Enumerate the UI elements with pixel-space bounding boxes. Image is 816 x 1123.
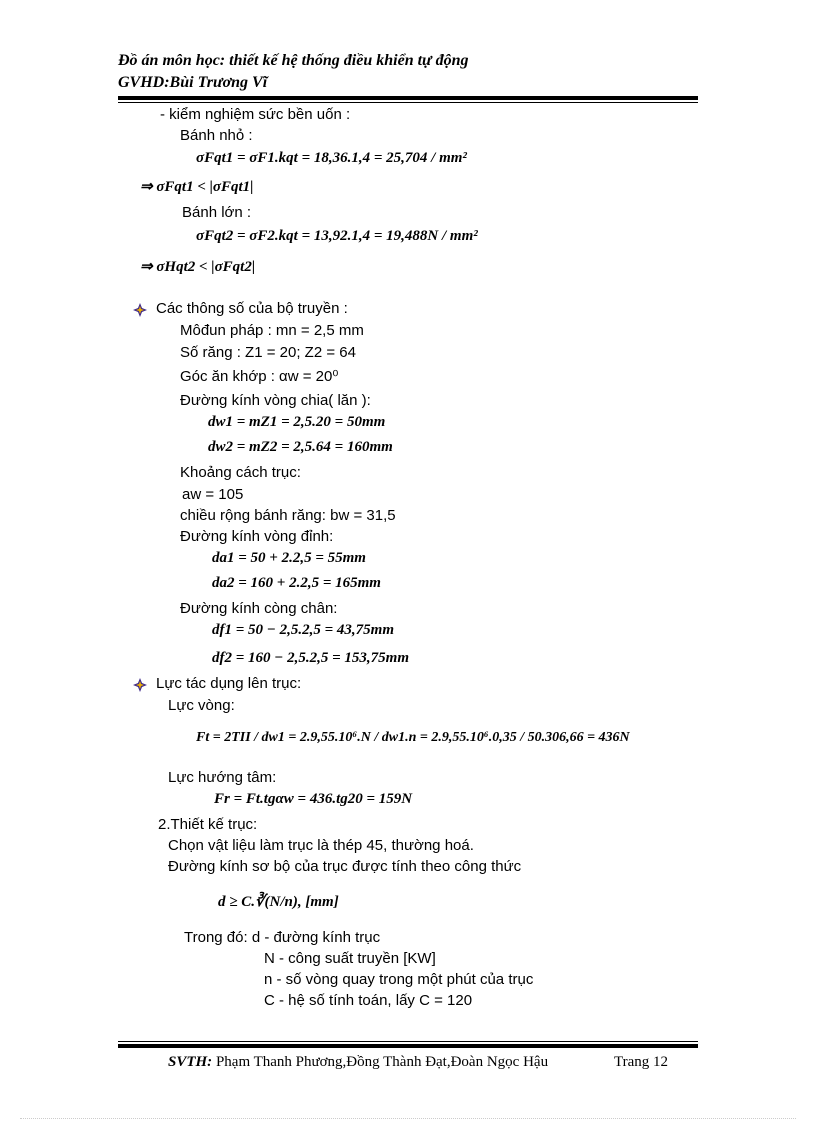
large-gear-stress-equation: σFqt2 = σF2.kqt = 13,92.1,4 = 19,488N / mm² bbox=[196, 228, 478, 244]
document-title: Đồ án môn học: thiết kế hệ thống điều khiển tự động bbox=[118, 52, 469, 69]
shaft-material: Chọn vật liệu làm trục là thép 45, thường hoá. bbox=[168, 837, 474, 854]
footer-rule-thin bbox=[118, 1041, 698, 1042]
large-gear-label: Bánh lớn : bbox=[182, 204, 252, 221]
tangential-force-label: Lực vòng: bbox=[168, 697, 235, 714]
teeth-count: Số răng : Z1 = 20; Z2 = 64 bbox=[180, 344, 356, 361]
radial-force-label: Lực hướng tâm: bbox=[168, 769, 277, 786]
footer-rule bbox=[118, 1044, 698, 1048]
page-edge-divider bbox=[20, 1118, 796, 1119]
root-diameter-2: df2 = 160 − 2,5.2,5 = 153,75mm bbox=[212, 650, 410, 666]
header-rule bbox=[118, 96, 698, 100]
pitch-diameter-2: dw2 = mZ2 = 2,5.64 = 160mm bbox=[208, 439, 393, 455]
diamond-bullet-icon bbox=[132, 302, 148, 318]
normal-module: Môđun pháp : mn = 2,5 mm bbox=[180, 322, 364, 339]
bending-check-heading: - kiểm nghiệm sức bền uốn : bbox=[160, 106, 351, 123]
shaft-forces-heading: Lực tác dụng lên trục: bbox=[156, 675, 302, 692]
tip-diameter-1: da1 = 50 + 2.2,5 = 55mm bbox=[212, 550, 366, 566]
center-distance-heading: Khoảng cách trục: bbox=[180, 464, 301, 481]
diamond-bullet-icon bbox=[132, 677, 148, 693]
root-diameter-1: df1 = 50 − 2,5.2,5 = 43,75mm bbox=[212, 622, 395, 638]
shaft-diameter-formula: d ≥ C.∛(N/n), [mm] bbox=[218, 894, 339, 910]
root-diameter-heading: Đường kính còng chân: bbox=[180, 600, 338, 617]
footer-label: SVTH: bbox=[168, 1054, 213, 1070]
center-distance-value: aw = 105 bbox=[182, 486, 244, 503]
page-number: Trang 12 bbox=[614, 1054, 669, 1070]
tip-diameter-heading: Đường kính vòng đỉnh: bbox=[180, 528, 334, 545]
radial-force-equation: Fr = Ft.tgαw = 436.tg20 = 159N bbox=[214, 791, 413, 807]
shaft-design-heading: 2.Thiết kế trục: bbox=[158, 816, 258, 833]
header-rule-thin bbox=[118, 102, 698, 103]
where-n-speed: n - số vòng quay trong một phút của trục bbox=[264, 971, 534, 988]
large-gear-check-result: ⇒ σHqt2 < |σFqt2| bbox=[140, 259, 256, 275]
tip-diameter-2: da2 = 160 + 2.2,5 = 165mm bbox=[212, 575, 381, 591]
footer-names: Phạm Thanh Phương,Đồng Thành Đạt,Đoàn Ngọc Hậu bbox=[215, 1054, 549, 1070]
footer-authors bbox=[168, 1054, 548, 1071]
small-gear-stress-equation: σFqt1 = σF1.kqt = 18,36.1,4 = 25,704 / mm² bbox=[196, 150, 467, 166]
tangential-force-equation: Ft = 2TII / dw1 = 2.9,55.10⁶.N / dw1.n = 2.9,55.10⁶.0,35 / 50.306,66 = 436N bbox=[196, 730, 630, 745]
small-gear-check-result: ⇒ σFqt1 < |σFqt1| bbox=[140, 179, 254, 195]
face-width: chiều rộng bánh răng: bw = 31,5 bbox=[180, 507, 396, 524]
where-d-definition: Trong đó: d - đường kính trục bbox=[184, 929, 381, 946]
pressure-angle: Góc ăn khớp : αw = 20⁰ bbox=[180, 368, 339, 385]
preliminary-diameter-intro: Đường kính sơ bộ của trục được tính theo công thức bbox=[168, 858, 522, 875]
pitch-diameter-1: dw1 = mZ1 = 2,5.20 = 50mm bbox=[208, 414, 386, 430]
pitch-diameter-heading: Đường kính vòng chia( lăn ): bbox=[180, 392, 371, 409]
where-c-coefficient: C - hệ số tính toán, lấy C = 120 bbox=[264, 992, 473, 1009]
advisor-line: GVHD:Bùi Trương Vĩ bbox=[118, 74, 268, 91]
transmission-params-heading: Các thông số của bộ truyền : bbox=[156, 300, 348, 317]
where-n-power: N - công suất truyền [KW] bbox=[264, 950, 436, 967]
small-gear-label: Bánh nhỏ : bbox=[180, 127, 253, 144]
